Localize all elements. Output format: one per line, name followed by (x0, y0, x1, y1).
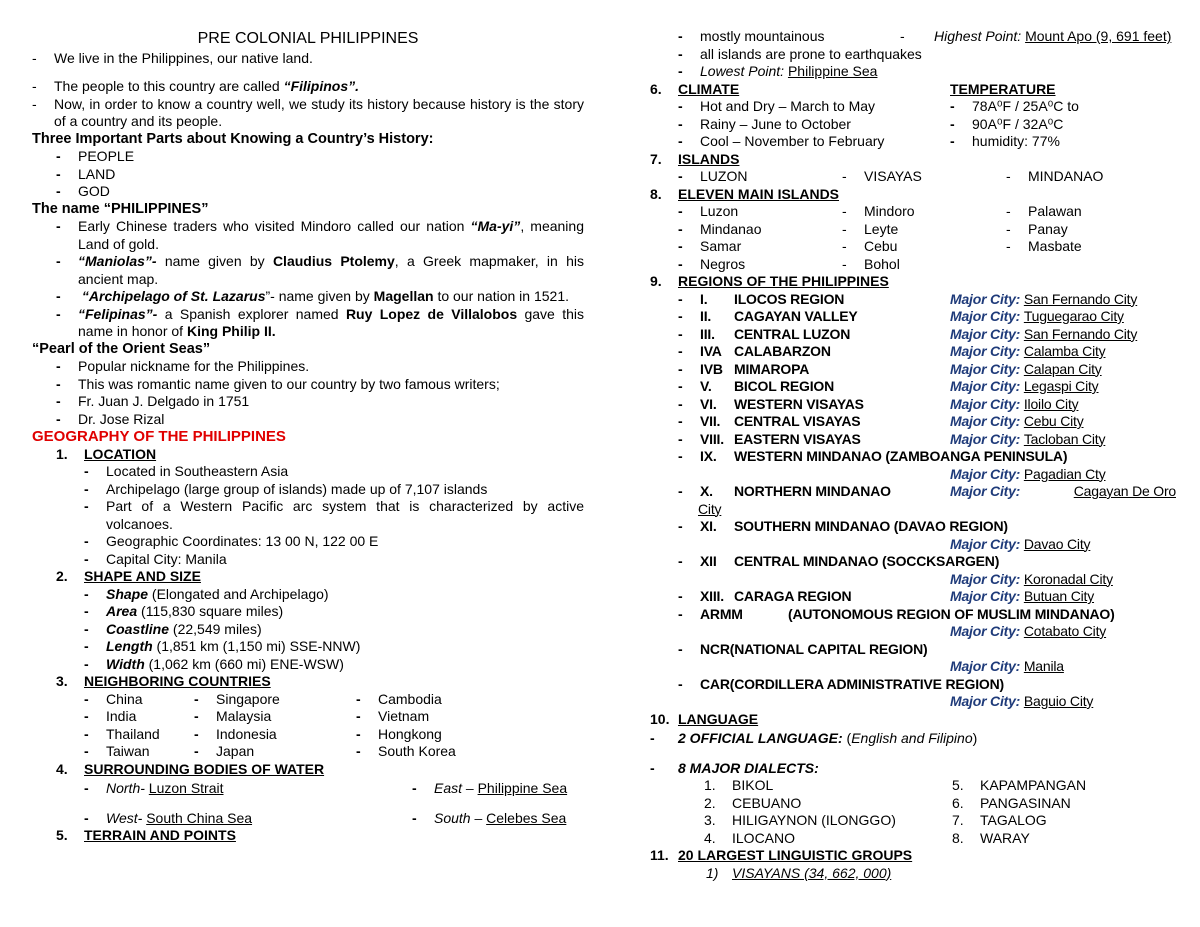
list-item: - “Felipinas”- a Spanish explorer named Ruy Lopez de Villalobos gave this name in honor of King Philip II. (56, 305, 584, 339)
dialects-heading: - 8 MAJOR DIALECTS: (650, 759, 819, 776)
list-item: - Geographic Coordinates: 13 00 N, 122 00 E (84, 533, 379, 549)
location-heading: 1. LOCATION (56, 445, 157, 462)
region-row: - XIII. CARAGA REGION Major City: Butuan City (678, 588, 1095, 604)
list-item: - Fr. Juan J. Delgado in 1751 (56, 393, 250, 409)
list-item: - all islands are prone to earthquakes (678, 45, 922, 62)
left-column (32, 30, 584, 845)
intro-item: - We live in the Philippines, our native land. (32, 49, 313, 66)
name-heading: The name “PHILIPPINES” (32, 200, 209, 217)
intro-item: - The people to this country are called “Filipinos”. (32, 78, 360, 94)
intro-item: - Now, in order to know a country well, we study its history because history is the story of a country and its people. (32, 95, 584, 129)
linguistic-item: 1) VISAYANS (34, 662, 000) (706, 864, 892, 881)
regions-heading: 9. REGIONS OF THE PHILIPPINES (650, 273, 889, 289)
terrain-heading: 5. TERRAIN AND POINTS (56, 827, 236, 843)
region-row: - VIII. EASTERN VISAYAS Major City: Tacloban City (678, 430, 1106, 447)
geography-heading: GEOGRAPHY OF THE PHILIPPINES (32, 428, 286, 445)
list-item: - Early Chinese traders who visited Mindoro called our nation “Ma-yi”, meaning Land of gold. (56, 218, 584, 252)
region-row: - VII. CENTRAL VISAYAS Major City: Cebu City (678, 413, 1084, 429)
list-item: - Length (1,851 km (1,150 mi) SSE-NNW) (84, 638, 361, 654)
water-grid: - North- Luzon Strait - East – Philippine Sea - West- South China Sea - South – Celebes Sea (84, 780, 568, 826)
water-heading: 4. SURROUNDING BODIES OF WATER (56, 760, 325, 777)
list-item: - Coastline (22,549 miles) (84, 620, 262, 637)
list-item: - Area (115,830 square miles) (84, 603, 284, 619)
eleven-heading: 8. ELEVEN MAIN ISLANDS (650, 185, 840, 202)
region-row: - XII CENTRAL MINDANAO (SOCCKSARGEN) (678, 553, 1000, 569)
climate-header: 6. CLIMATE TEMPERATURE (650, 80, 1056, 97)
regions-list: - I. ILOCOS REGION Major City: San Fernando City - II. CAGAYAN VALLEY Major City: Tuguegarao City - III. CENTRAL LUZON Major City: San Fernando City - IVA CALABARZON Major City: Calamba City - IVB MIMAROPA Major City: Calapan City - V. BICOL REGION Major City: Legaspi City - VI. WESTERN VISAYAS Major City: Iloilo City - VII. CENTRAL VISAYAS Major City: Cebu City - VIII. EASTERN VISAYAS Major City: Tacloban City - IX. WESTERN MINDANAO (ZAMBOANGA PENINSULA) Major City: Pagadian Cty - X. NORTHERN MINDANAO Major City: Cagayan De Oro City - XI. SOUTHERN MINDANAO (DAVAO REGION) Major City: Davao City - XII CENTRAL MINDANAO (SOCCKSARGEN) Major City: Koronadal City - XIII. CARAGA REGION Major City: Butuan City - ARMM (AUTONOMOUS REGION OF MUSLIM MINDANAO) Major City: Cotabato City - NCR(NATIONAL CAPITAL REGION) Major City: Manila - CAR(CORDILLERA ADMINISTRATIVE REGION) Major City: Baguio City (678, 290, 1176, 709)
region-row: - V. BICOL REGION Major City: Legaspi City (678, 378, 1099, 394)
islands-heading: 7. ISLANDS (650, 150, 740, 167)
region-row: - ARMM (AUTONOMOUS REGION OF MUSLIM MINDANAO) (678, 605, 1115, 622)
neighbors-heading: 3. NEIGHBORING COUNTRIES (56, 673, 271, 689)
official-language: - 2 OFFICIAL LANGUAGE: (English and Filipino) (650, 730, 978, 746)
region-row: - III. CENTRAL LUZON Major City: San Fernando City (678, 325, 1138, 342)
region-row: - IX. WESTERN MINDANAO (ZAMBOANGA PENINSULA) (678, 448, 1068, 464)
list-item: - This was romantic name given to our country by two famous writers; (56, 375, 500, 392)
region-row: - II. CAGAYAN VALLEY Major City: Tuguegarao City (678, 308, 1124, 324)
list-item: - Shape (Elongated and Archipelago) (84, 585, 329, 602)
list-item: - Capital City: Manila (84, 550, 227, 567)
eleven-grid: - Luzon - Mindoro - Palawan - Mindanao - Leyte - Panay - Samar - Cebu - Masbate - Negros - Bohol (678, 203, 1082, 272)
pearl-heading: “Pearl of the Orient Seas” (32, 340, 211, 357)
list-item: - mostly mountainous - Highest Point: Mount Apo (9, 691 feet) (678, 28, 1172, 44)
region-row: - NCR(NATIONAL CAPITAL REGION) (678, 640, 928, 657)
linguistic-heading: 11. 20 LARGEST LINGUISTIC GROUPS (650, 847, 913, 863)
list-item: - Archipelago (large group of islands) made up of 7,107 islands (84, 480, 488, 497)
region-row: - CAR(CORDILLERA ADMINISTRATIVE REGION) (678, 675, 1004, 692)
three-parts-heading: Three Important Parts about Knowing a Country’s History: (32, 130, 434, 147)
list-item: - Dr. Jose Rizal (56, 410, 165, 427)
list-item: - LAND (56, 165, 116, 182)
region-row: - IVA CALABARZON Major City: Calamba City (678, 343, 1106, 359)
dialects-grid: 1. BIKOL 5. KAPAMPANGAN 2. CEBUANO 6. PANGASINAN 3. HILIGAYNON (ILONGGO) 7. TAGALOG 4. ILOCANO 8. WARAY (704, 777, 1087, 846)
list-item: - Width (1,062 km (660 mi) ENE-WSW) (84, 655, 344, 672)
climate-grid: - Hot and Dry – March to May - 78A⁰F / 25A⁰C to - Rainy – June to October - 90A⁰F / 32A⁰C - Cool – November to February - humidity: 77% (678, 98, 1079, 149)
shape-heading: 2. SHAPE AND SIZE (56, 568, 201, 584)
list-item: - Lowest Point: Philippine Sea (678, 63, 878, 79)
region-row: - XI. SOUTHERN MINDANAO (DAVAO REGION) (678, 518, 1008, 534)
list-item: - Located in Southeastern Asia (84, 463, 289, 479)
islands-grid: - LUZON - VISAYAS - MINDANAO (678, 168, 1104, 184)
region-row: - IVB MIMAROPA Major City: Calapan City (678, 360, 1102, 377)
list-item: - Popular nickname for the Philippines. (56, 358, 310, 374)
document-title: PRE COLONIAL PHILIPPINES (197, 30, 419, 47)
list-item: - PEOPLE (56, 148, 135, 164)
region-row: - I. ILOCOS REGION Major City: San Fernando City (678, 290, 1138, 307)
language-heading: 10. LANGUAGE (650, 710, 759, 727)
right-column (650, 28, 1178, 882)
region-row: - X. NORTHERN MINDANAO Major City: Cagayan De Oro (678, 483, 1176, 499)
list-item: - “Archipelago of St. Lazarus”- name given by Magellan to our nation in 1521. (56, 288, 569, 304)
region-row: - VI. WESTERN VISAYAS Major City: Iloilo City (678, 395, 1079, 412)
list-item: - “Maniolas”- name given by Claudius Ptolemy, a Greek mapmaker, in his ancient map. (56, 253, 584, 287)
list-item: - Part of a Western Pacific arc system that is characterized by active volcanoes. (84, 498, 584, 532)
neighbors-grid: - China - Singapore - Cambodia - India - Malaysia - Vietnam - Thailand - Indonesia - Hongkong - Taiwan - Japan - South Korea (84, 690, 456, 759)
list-item: - GOD (56, 183, 110, 199)
